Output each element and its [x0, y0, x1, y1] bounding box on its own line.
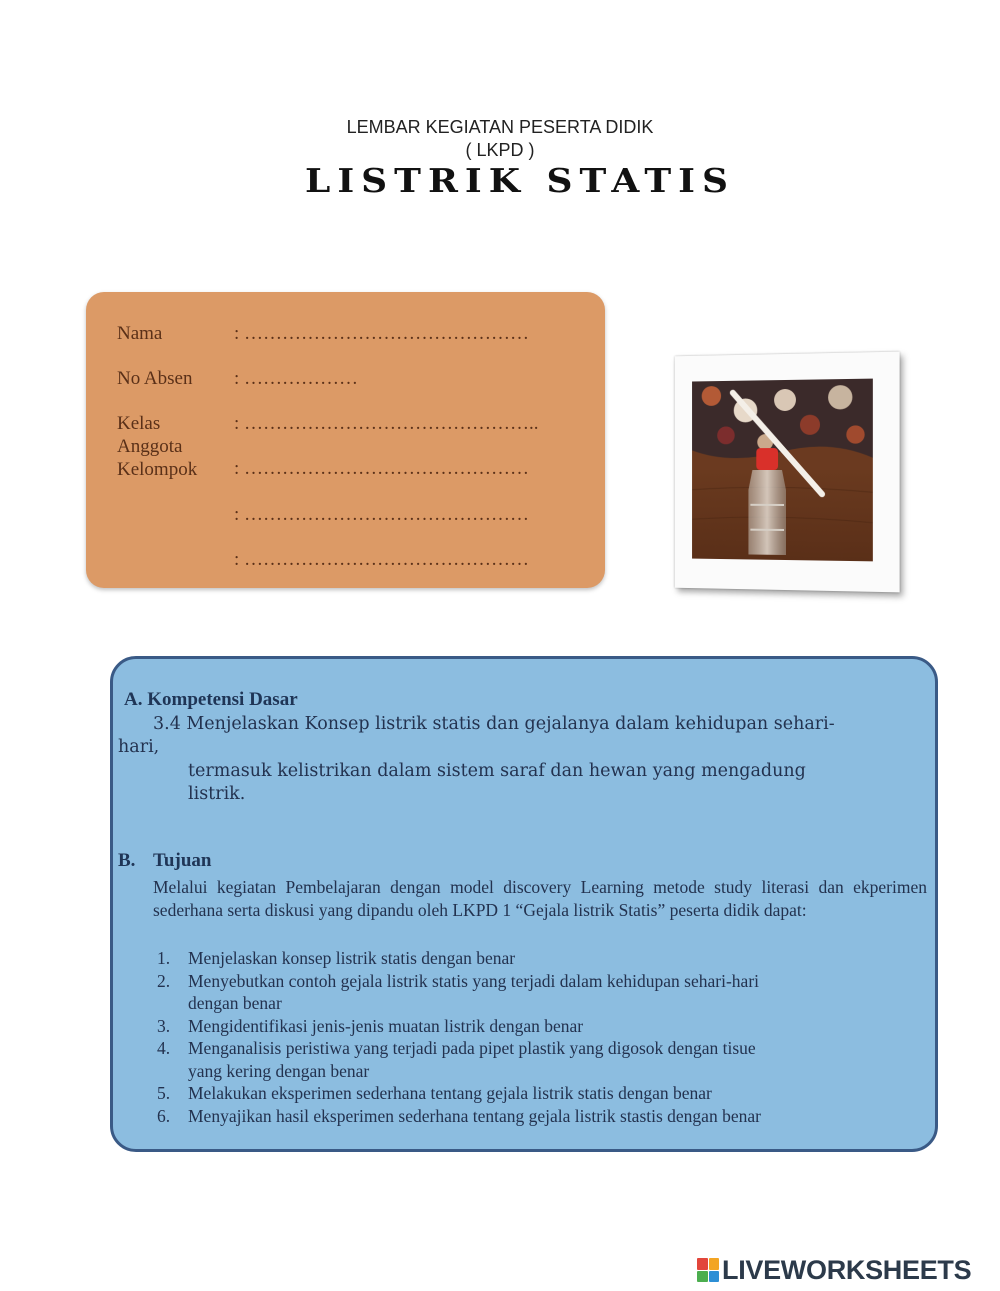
list-text: Menjelaskan konsep listrik statis dengan benar [188, 948, 516, 968]
objectives-heading: Tujuan [153, 850, 212, 871]
list-number: 4. [157, 1038, 171, 1058]
competency-line-2: hari, [118, 737, 160, 757]
header-line-2: ( LKPD ) [465, 140, 535, 160]
kelompok-label: Kelompok [117, 459, 198, 480]
content-box [110, 656, 938, 1152]
absen-field[interactable]: : ……………… [234, 368, 359, 389]
list-text-cont: dengan benar [188, 993, 282, 1013]
anggota-label: Anggota [117, 436, 183, 457]
list-item [157, 947, 761, 970]
photo-frame [675, 352, 900, 593]
list-text: Mengidentifikasi jenis-jenis muatan listrik dengan benar [188, 1015, 584, 1036]
list-text: Menganalisis peristiwa yang terjadi pada pipet plastik yang digosok dengan tisue [188, 1038, 756, 1058]
competency-line-1: 3.4 Menjelaskan Konsep listrik statis dan gejalanya dalam kehidupan sehari- [153, 714, 835, 734]
liveworksheets-logo[interactable] [697, 1252, 971, 1288]
member-field-3[interactable]: : ……………………………………… [234, 549, 530, 570]
logo-square [709, 1258, 720, 1270]
logo-mark-icon [697, 1258, 719, 1282]
list-text-cont: yang kering dengan benar [188, 1060, 370, 1081]
objectives-list [157, 947, 761, 1127]
objectives-heading-letter: B. [118, 850, 136, 871]
list-text: Melakukan eksperimen sederhana tentang gejala listrik statis dengan benar [188, 1083, 712, 1103]
competency-line-4: listrik. [188, 784, 246, 804]
list-item [157, 1015, 761, 1038]
list-item [157, 1037, 761, 1082]
list-number: 2. [157, 970, 171, 991]
header-line-1: LEMBAR KEGIATAN PESERTA DIDIK [346, 117, 654, 137]
kelas-label: Kelas [117, 413, 161, 434]
logo-square [697, 1271, 708, 1283]
list-text: Menyajikan hasil eksperimen sederhana tentang gejala listrik stastis dengan benar [188, 1105, 761, 1126]
bottle-straw-image [692, 379, 873, 562]
logo-square [709, 1271, 720, 1283]
absen-label: No Absen [117, 368, 193, 389]
member-field-2[interactable]: : ……………………………………… [234, 504, 530, 525]
page-title: LISTRIK STATIS [305, 162, 735, 200]
list-number: 1. [157, 948, 171, 968]
list-text: Menyebutkan contoh gejala listrik statis yang terjadi dalam kehidupan sehari-hari [188, 970, 760, 991]
objectives-intro: Melalui kegiatan Pembelajaran dengan model discovery Learning metode study literasi dan ekperimen sederhana serta diskusi yang dipandu oleh LKPD 1 “Gejala listrik Statis” peserta didik dapat: [153, 877, 927, 920]
list-number: 5. [157, 1083, 171, 1103]
list-item [157, 1082, 761, 1105]
experiment-photo [692, 379, 873, 562]
logo-square [697, 1258, 708, 1270]
member-field-1[interactable]: : ……………………………………… [234, 458, 530, 479]
name-label: Nama [117, 323, 163, 344]
list-item [157, 970, 761, 1015]
name-field[interactable]: : ……………………………………… [234, 323, 530, 344]
kelas-field[interactable]: : ……………………………………….. [234, 413, 539, 434]
identity-card [86, 292, 605, 588]
logo-text: LIVEWORKSHEETS [722, 1254, 972, 1285]
list-number: 6. [157, 1105, 171, 1126]
list-item [157, 1105, 761, 1128]
competency-line-3: termasuk kelistrikan dalam sistem saraf dan hewan yang mengadung [188, 761, 806, 781]
competency-heading: A. Kompetensi Dasar [124, 689, 298, 710]
list-number: 3. [157, 1015, 171, 1036]
